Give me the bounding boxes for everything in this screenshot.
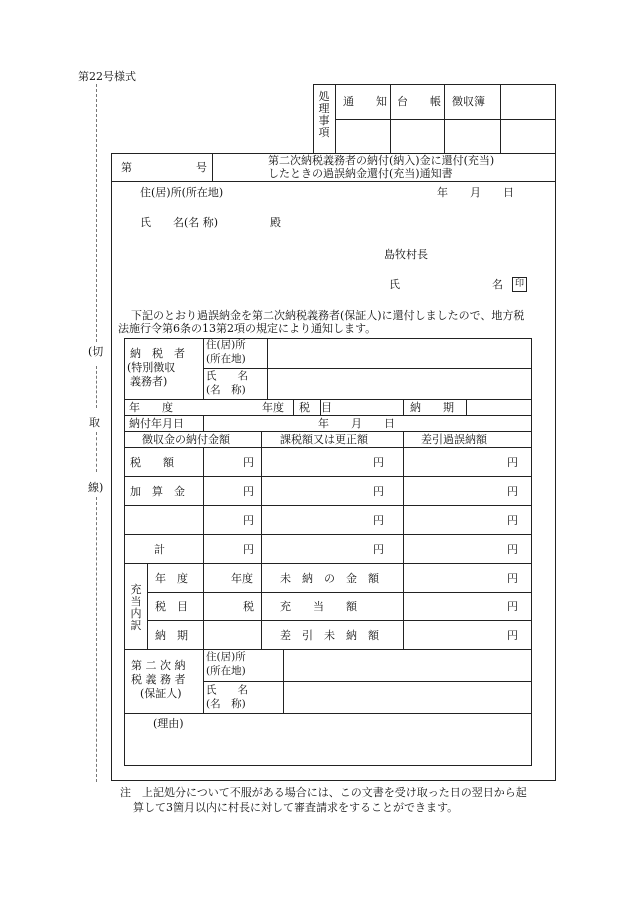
secondary-address-line2: (所在地) [206, 665, 246, 677]
form-number: 第22号様式 [78, 70, 136, 83]
period-label: 納 期 [410, 401, 454, 414]
secondary-label-line1: 第 二 次 納 [131, 659, 186, 672]
col-head-assessed: 課税額又は更正額 [280, 433, 368, 446]
yen-4-3: 円 [507, 543, 518, 556]
taxpayer-address-line1: 住(居)所 [206, 339, 246, 351]
secondary-address-line1: 住(居)所 [206, 651, 246, 663]
alloc-allocated-label: 充 当 額 [280, 600, 357, 613]
taxpayer-address-line2: (所在地) [206, 353, 246, 365]
yen-2-1: 円 [243, 485, 254, 498]
secondary-name-line1: 氏 名 [206, 684, 248, 696]
cut-line-label-3: 線) [88, 481, 104, 494]
address-label: 住(居)所(所在地) [140, 186, 224, 199]
row-surcharge-label: 加 算 金 [130, 485, 185, 498]
alloc-unpaid-label: 未 納 の 金 額 [280, 572, 379, 585]
tax-item-label: 税 目 [299, 401, 332, 414]
cut-line-label-1: (切 [88, 345, 104, 358]
year-label: 年 度 [129, 401, 173, 414]
footnote-line1: 注 上記処分について不服がある場合には、この文書を受け取った日の翌日から起 [120, 786, 527, 799]
yen-6-3: 円 [507, 600, 518, 613]
cut-line-label-2: 取 [89, 416, 100, 429]
name-label: 氏 名(名 称) [140, 216, 219, 229]
processing-col-notice: 通 知 [343, 95, 387, 108]
date-label: 年 月 日 [437, 186, 514, 199]
taxpayer-name-line1: 氏 名 [206, 370, 248, 382]
alloc-tax-item-label: 税 目 [155, 600, 188, 613]
honorific: 殿 [270, 216, 281, 229]
processing-col-ledger: 台 帳 [397, 95, 441, 108]
taxpayer-label-line1: 納 税 者 [130, 347, 185, 360]
paid-date-label: 納付年月日 [129, 417, 184, 430]
row-tax-label: 税 額 [130, 456, 174, 469]
yen-3-2: 円 [373, 514, 384, 527]
col-head-payment: 徴収金の納付金額 [142, 433, 230, 446]
yen-2-2: 円 [373, 485, 384, 498]
taxpayer-label-line2: (特別徴収 [127, 361, 176, 374]
yen-4-1: 円 [243, 543, 254, 556]
doc-number-suffix: 号 [196, 161, 207, 174]
seal-icon: 印 [512, 277, 527, 292]
row-total-label: 計 [154, 543, 165, 556]
paid-date-value: 年 月 日 [318, 417, 395, 430]
yen-7-3: 円 [507, 629, 518, 642]
yen-4-2: 円 [373, 543, 384, 556]
secondary-name-line2: (名 称) [206, 698, 246, 710]
yen-5-3: 円 [507, 572, 518, 585]
reason-label: (理由) [153, 717, 184, 730]
alloc-year-unit: 年度 [231, 572, 253, 585]
alloc-tax-unit: 税 [243, 600, 254, 613]
alloc-remaining-label: 差 引 未 納 額 [280, 629, 379, 642]
processing-label: 処理事項 [318, 90, 330, 139]
secondary-label-line2: 税 義 務 者 [131, 673, 186, 686]
doc-title-line1: 第二次納税義務者の納付(納入)金に還付(充当) [268, 154, 495, 167]
notice-text-line1: 下記のとおり過誤納金を第二次納税義務者(保証人)に還付しましたので、地方税 [131, 309, 525, 322]
allocation-label: 充当内訳 [130, 583, 142, 632]
yen-1-1: 円 [243, 456, 254, 469]
processing-col-collection: 徴収簿 [452, 95, 485, 108]
issuer-name-label: 氏 [389, 278, 400, 291]
yen-3-3: 円 [507, 514, 518, 527]
secondary-label-line3: (保証人) [140, 687, 182, 700]
yen-2-3: 円 [507, 485, 518, 498]
doc-title-line2: したときの過誤納金還付(充当)通知書 [268, 167, 453, 180]
col-head-overpaid: 差引過誤納額 [421, 433, 487, 446]
footnote-line2: 算して3箇月以内に村長に対して審査請求をすることができます。 [133, 801, 459, 814]
notice-text-line2: 法施行令第6条の13第2項の規定により通知します。 [118, 322, 377, 335]
issuer-title: 島牧村長 [384, 248, 428, 261]
alloc-year-label: 年 度 [155, 572, 188, 585]
yen-1-3: 円 [507, 456, 518, 469]
yen-3-1: 円 [243, 514, 254, 527]
taxpayer-name-line2: (名 称) [206, 384, 246, 396]
taxpayer-label-line3: 義務者) [130, 375, 168, 388]
yen-1-2: 円 [373, 456, 384, 469]
doc-number-label: 第 [121, 161, 132, 174]
alloc-period-label: 納 期 [155, 629, 188, 642]
year-unit: 年度 [262, 401, 284, 414]
issuer-name-label2: 名 [492, 278, 503, 291]
